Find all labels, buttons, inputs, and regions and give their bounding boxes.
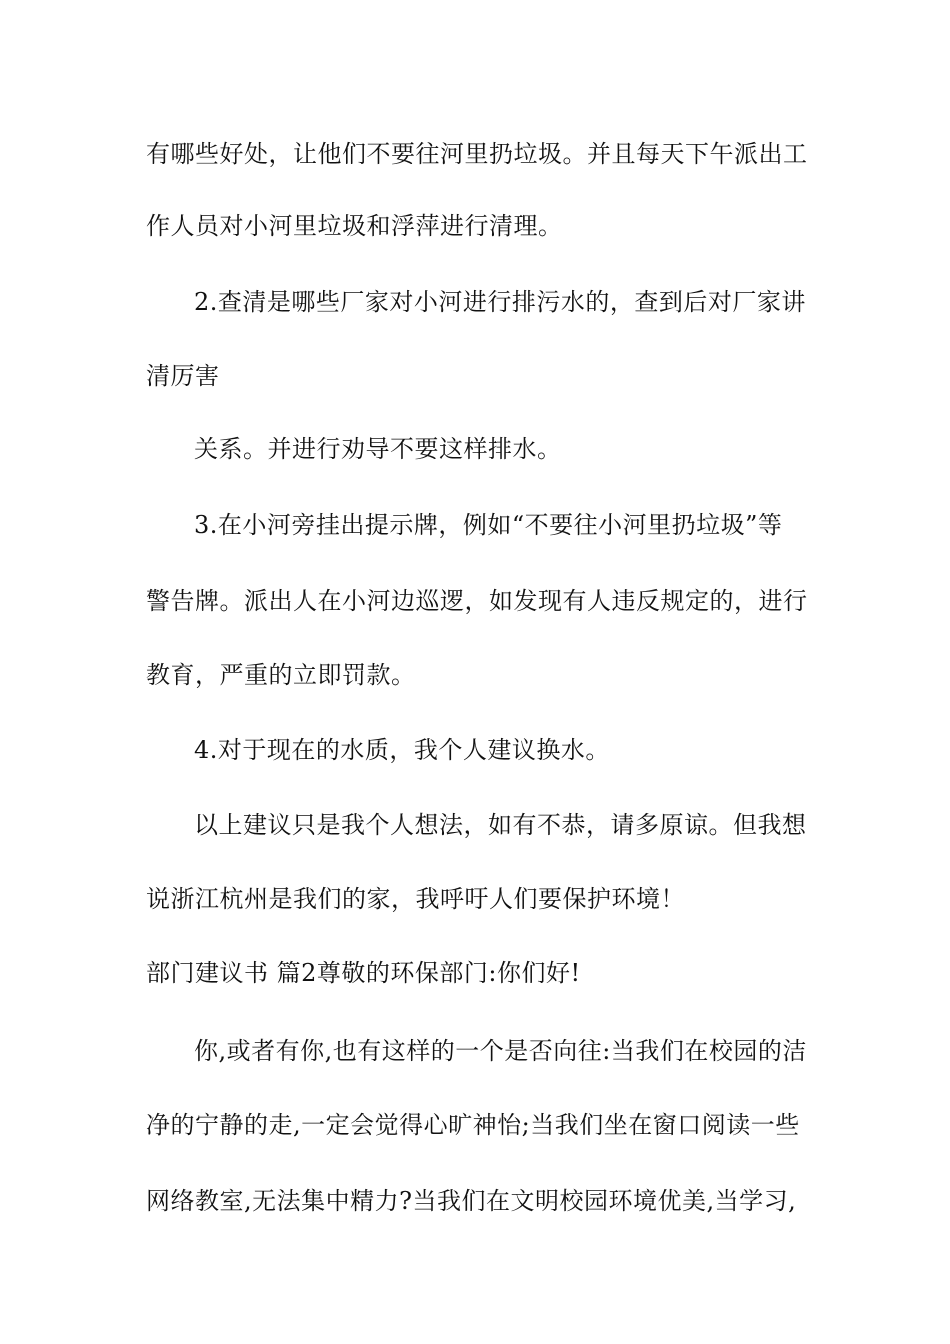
text-line: 网络教室,无法集中精力?当我们在文明校园环境优美,当学习, <box>146 1187 797 1215</box>
text-line: 净的宁静的走,一定会觉得心旷神怡;当我们坐在窗口阅读一些 <box>146 1111 800 1139</box>
text-line: 3.在小河旁挂出提示牌，例如“不要往小河里扔垃圾”等 <box>194 511 783 539</box>
text-line: 以上建议只是我个人想法，如有不恭，请多原谅。但我想 <box>194 811 807 839</box>
section-heading: 部门建议书 篇2尊敬的环保部门:你们好! <box>146 959 581 987</box>
text-line: 关系。并进行劝导不要这样排水。 <box>194 435 562 463</box>
text-line: 清厉害 <box>146 362 220 390</box>
text-line: 说浙江杭州是我们的家，我呼吁人们要保护环境！ <box>146 885 685 913</box>
text-line: 4.对于现在的水质，我个人建议换水。 <box>194 736 610 764</box>
text-line: 有哪些好处，让他们不要往河里扔垃圾。并且每天下午派出工 <box>146 140 808 168</box>
text-line: 2.查清是哪些厂家对小河进行排污水的，查到后对厂家讲 <box>194 288 806 316</box>
text-line: 作人员对小河里垃圾和浮萍进行清理。 <box>146 212 563 240</box>
text-line: 警告牌。派出人在小河边巡逻，如发现有人违反规定的，进行 <box>146 587 808 615</box>
text-line: 教育，严重的立即罚款。 <box>146 661 416 689</box>
text-line: 你,或者有你,也有这样的一个是否向往:当我们在校园的洁 <box>194 1037 807 1065</box>
